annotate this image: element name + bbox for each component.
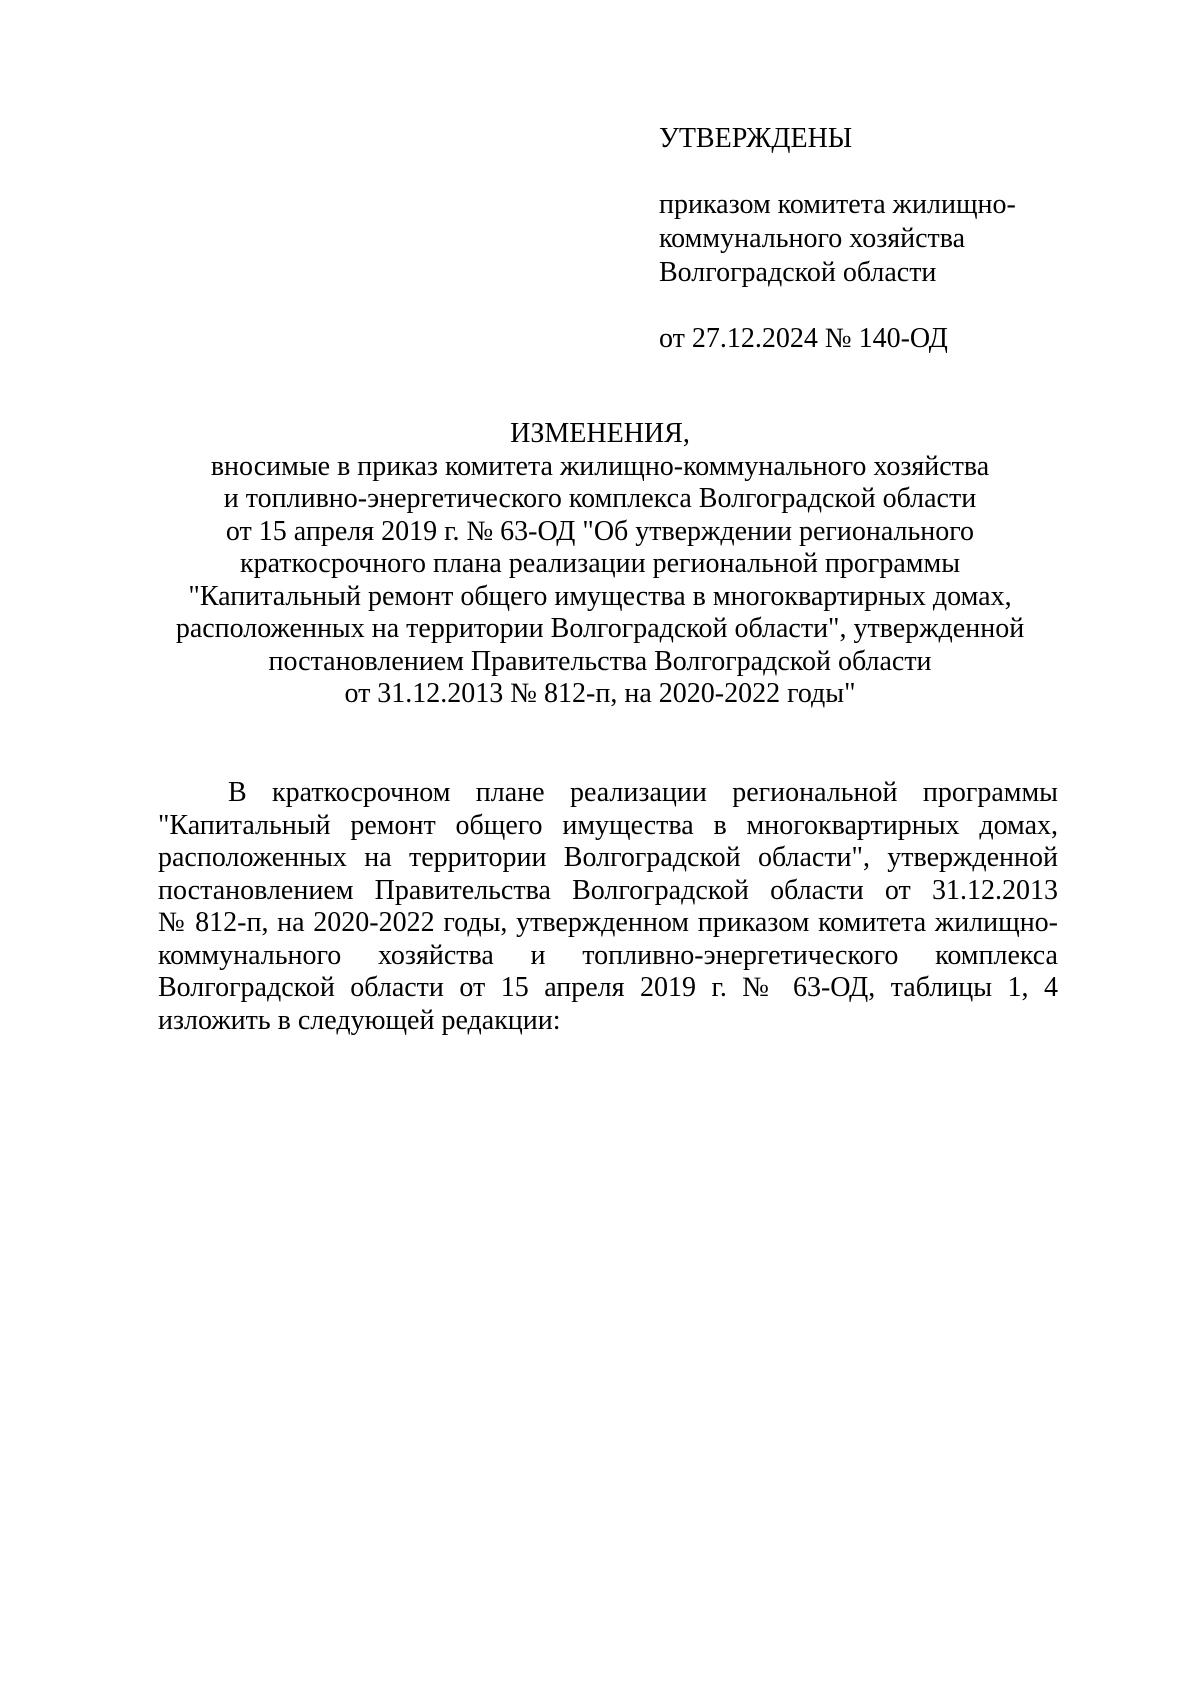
approval-date-number: от 27.12.2024 № 140-ОД xyxy=(659,323,948,354)
heading-line: краткосрочного плана реализации региональной программы xyxy=(239,548,961,579)
heading-line: и топливно-энергетического комплекса Волгоградской области xyxy=(223,483,977,514)
heading-line: от 31.12.2013 № 812-п, на 2020-2022 годы" xyxy=(344,678,856,709)
body-line: изложить в следующей редакции: xyxy=(158,1004,561,1036)
approval-issuer-line: приказом комитета жилищно- xyxy=(659,189,1016,220)
heading-line: расположенных на территории Волгоградской области", утвержденной xyxy=(175,613,1025,644)
document-heading xyxy=(150,418,1050,711)
body-line: Волгоградской области от 15 апреля 2019 г. № 63-ОД, таблицы 1, 4 xyxy=(158,972,1058,1003)
body-line: постановлением Правительства Волгоградской области от 31.12.2013 xyxy=(158,874,1058,906)
approval-issuer-line: Волгоградской области xyxy=(659,257,937,288)
heading-title: ИЗМЕНЕНИЯ, xyxy=(510,418,690,449)
body-line: коммунального хозяйства и топливно-энергетического комплекса xyxy=(158,939,1058,971)
body-line: "Капитальный ремонт общего имущества в многоквартирных домах, xyxy=(158,809,1058,841)
approval-block xyxy=(659,122,1079,356)
body-line: В краткосрочном плане реализации региональной программы xyxy=(228,777,1058,808)
body-line: расположенных на территории Волгоградской области", утвержденной xyxy=(158,842,1058,873)
heading-line: постановлением Правительства Волгоградской области xyxy=(268,645,932,677)
body-line: № 812-п, на 2020-2022 годы, утвержденном приказом комитета жилищно- xyxy=(158,907,1058,938)
heading-line: вносимые в приказ комитета жилищно-коммунального хозяйства xyxy=(210,450,990,482)
body-paragraph xyxy=(158,777,1058,1037)
approval-issuer xyxy=(659,188,1079,290)
heading-line: от 15 апреля 2019 г. № 63-ОД "Об утверждении регионального xyxy=(225,515,975,547)
approval-title: УТВЕРЖДЕНЫ xyxy=(659,123,853,154)
heading-line: "Капитальный ремонт общего имущества в многоквартирных домах, xyxy=(188,580,1012,612)
approval-issuer-line: коммунального хозяйства xyxy=(659,223,966,254)
